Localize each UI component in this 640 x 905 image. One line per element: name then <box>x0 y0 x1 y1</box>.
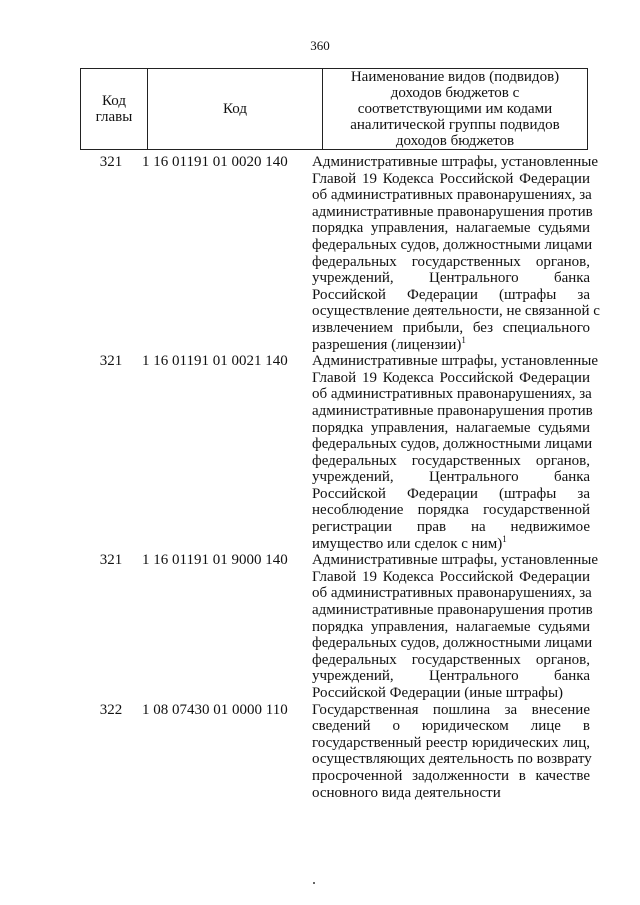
income-name-cell <box>308 552 599 701</box>
table-row <box>80 552 599 701</box>
income-name-cell <box>308 353 599 552</box>
income-name-text: учреждений, Центрального банка <box>312 270 590 287</box>
income-name-line <box>312 203 593 221</box>
table-row <box>80 353 599 552</box>
income-name-line <box>312 502 590 519</box>
income-name-line <box>312 370 590 387</box>
income-name-line <box>312 154 599 171</box>
income-name-line <box>312 220 590 237</box>
table-row <box>80 154 600 353</box>
income-name-text: порядка управления, налагаемые судьями <box>312 220 590 237</box>
footnote-marker: 1 <box>461 334 466 345</box>
income-name-line <box>312 453 590 470</box>
income-name-text: Российской Федерации (штрафы за <box>312 286 590 303</box>
income-name-line <box>312 402 593 420</box>
income-name-line <box>312 334 590 354</box>
income-name-text: об административных правонарушениях, за <box>312 187 592 204</box>
income-name-text: федеральных судов, должностными лицами <box>312 436 593 453</box>
income-name-line <box>312 552 599 569</box>
income-name-line <box>312 270 590 287</box>
budget-code-cell: 1 16 01191 01 0020 140 <box>142 154 288 170</box>
income-name-line <box>312 735 590 752</box>
header-name: Наименование видов (подвидов) доходов бюджетов с соответствующими им кодами аналитической группы подвидов доходов бюджетов <box>323 69 588 150</box>
income-name-text: федеральных государственных органов, <box>312 452 590 469</box>
header-code: Код <box>148 69 323 150</box>
income-name-line <box>312 353 599 370</box>
income-name-text: федеральных судов, должностными лицами <box>312 635 593 652</box>
income-name-line <box>312 386 590 403</box>
income-name-text: административные правонарушения против <box>312 203 593 220</box>
income-name-line <box>312 635 593 652</box>
budget-code-cell: 1 16 01191 01 9000 140 <box>142 552 288 569</box>
income-name-line <box>312 303 600 320</box>
income-name-cell <box>308 702 590 802</box>
budget-code-cell: 1 16 01191 01 0021 140 <box>142 353 288 370</box>
income-name-line <box>312 602 593 619</box>
income-name-text: регистрации прав на недвижимое <box>312 519 590 536</box>
income-name-text: Государственная пошлина за внесение <box>312 701 590 718</box>
income-name-line <box>312 768 590 785</box>
income-name-line <box>312 619 590 636</box>
income-name-text: Российской Федерации (иные штрафы) <box>312 685 564 701</box>
income-name-text: Административные штрафы, установленные <box>312 154 599 170</box>
income-name-text: Административные штрафы, установленные <box>312 353 599 370</box>
table-header <box>80 68 588 150</box>
income-name-text: осуществляющих деятельность по возврату <box>312 751 592 768</box>
income-name-text: порядка управления, налагаемые судьями <box>312 618 590 635</box>
income-name-text: учреждений, Центрального банка <box>312 469 590 486</box>
income-name-line <box>312 533 590 553</box>
income-name-line <box>312 585 590 602</box>
income-name-line <box>312 254 590 271</box>
income-name-text: государственный реестр юридических лиц, <box>312 734 590 751</box>
income-name-text: несоблюдение порядка государственной <box>312 502 590 519</box>
income-name-line <box>312 436 593 453</box>
income-name-line <box>312 751 590 768</box>
income-name-line <box>312 668 590 685</box>
income-name-text: имущество или сделок с ним) <box>312 535 503 552</box>
table-body <box>80 154 600 801</box>
income-name-text: порядка управления, налагаемые судьями <box>312 419 590 436</box>
income-name-line <box>312 420 590 437</box>
chapter-code-cell: 322 <box>99 701 123 718</box>
income-name-text: Российской Федерации (штрафы за <box>312 485 590 502</box>
income-name-text: административные правонарушения против <box>312 602 593 619</box>
income-name-text: Главой 19 Кодекса Российской Федерации <box>312 568 590 585</box>
income-name-text: просроченной задолженности в качестве <box>312 767 590 784</box>
income-name-text: извлечением прибыли, без специального <box>312 319 590 336</box>
income-name-line <box>312 320 590 337</box>
income-name-line <box>312 187 590 204</box>
income-name-line <box>312 519 590 536</box>
income-name-line <box>312 486 590 503</box>
income-name-line <box>312 652 590 669</box>
income-name-text: основного вида деятельности <box>312 784 501 801</box>
income-name-line <box>312 171 590 188</box>
income-name-text: сведений о юридическом лице в <box>312 718 590 735</box>
income-name-cell <box>308 154 600 353</box>
income-name-text: административные правонарушения против <box>312 402 593 419</box>
chapter-code-cell: 321 <box>99 353 123 370</box>
income-name-line <box>312 287 590 304</box>
chapter-code-cell: 321 <box>99 552 123 569</box>
income-name-text: федеральных государственных органов, <box>312 651 590 668</box>
footnote-marker: 1 <box>502 533 507 544</box>
chapter-code-cell: 321 <box>99 154 123 170</box>
income-name-line <box>312 236 593 254</box>
income-name-text: Главой 19 Кодекса Российской Федерации <box>312 369 590 386</box>
income-name-text: Главой 19 Кодекса Российской Федерации <box>312 170 590 187</box>
header-code-chapter: Код главы <box>81 69 148 150</box>
income-name-text: учреждений, Центрального банка <box>312 668 590 685</box>
income-name-line <box>312 685 590 702</box>
income-name-text: федеральных государственных органов, <box>312 253 590 270</box>
income-name-line <box>312 569 590 586</box>
budget-code-cell: 1 08 07430 01 0000 110 <box>142 701 288 718</box>
table-row <box>80 702 590 802</box>
income-name-text: осуществление деятельности, не связанной с <box>312 303 600 320</box>
income-name-line <box>312 469 590 486</box>
income-name-text: Административные штрафы, установленные <box>312 552 599 569</box>
income-name-text: об административных правонарушениях, за <box>312 386 592 403</box>
income-name-text: федеральных судов, должностными лицами <box>312 236 593 253</box>
income-name-line <box>312 785 590 802</box>
income-name-text: разрешения (лицензии) <box>312 336 462 353</box>
scan-dot <box>313 882 315 884</box>
income-name-line <box>312 702 590 719</box>
income-name-text: об административных правонарушениях, за <box>312 585 592 602</box>
income-name-line <box>312 718 590 735</box>
page-number: 360 <box>310 38 330 53</box>
